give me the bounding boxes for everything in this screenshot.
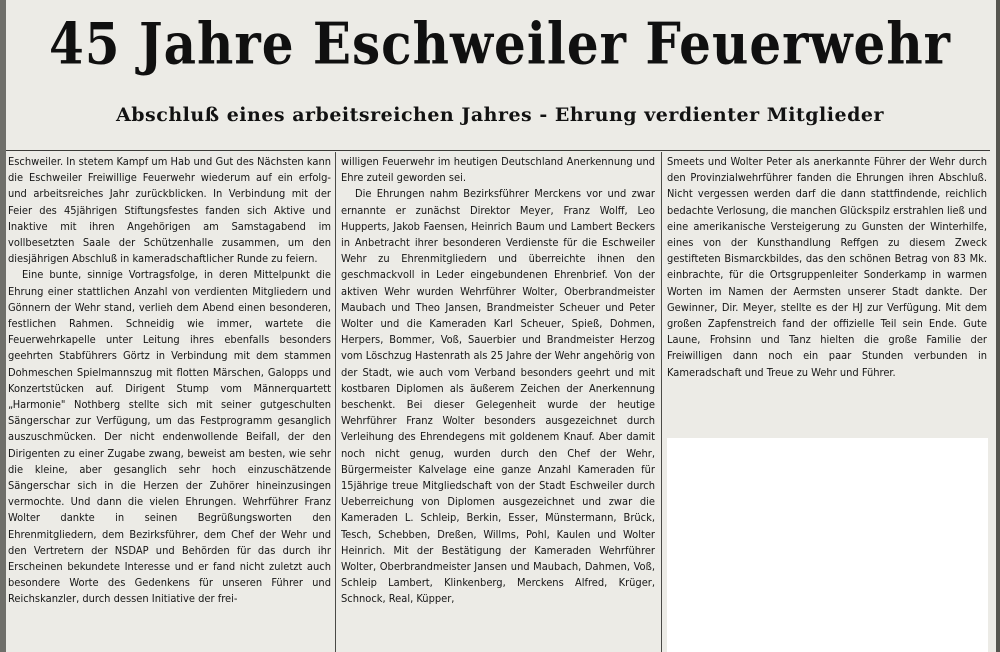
article-column-2 xyxy=(341,154,655,652)
paragraph: Eschweiler. In stetem Kampf um Hab und Gut des Nächsten kann die Eschweiler Freiwillige Feuerwehr wiederum auf ein erfolg- und arbeitsreiches Jahr zurückblicken. In Verbindung mit der Feier des 45jährigen Stiftungsfestes fanden sich Aktive und Inaktive mit ihren Angehörigen am Samstagabend im vollbesetzten Saale der Schützenhalle zusammen, um den diesjährigen Abschluß in kameradschaftlicher Runde zu feiern. xyxy=(8,155,331,266)
paragraph: Eine bunte, sinnige Vortragsfolge, in deren Mittelpunkt die Ehrung einer stattlichen Anzahl von verdienten Mitgliedern und Gönnern der Wehr stand, verlieh dem Abend einen besonderen, festlichen Rahmen. Schneidig wie immer, wartete die Feuerwehrkapelle unter Leitung ihres ebenfalls besonders geehrten Stabführers Görtz in Verbindung mit dem stammen Dohmeschen Spielmannszug mit flotten Märschen, Galopps und Konzertstücken auf. Dirigent Stump vom Männerquartett „Harmonie" Nothberg stellte sich mit seiner gutgeschulten Sängerschar zur Verfügung, um das Festprogramm gesanglich auszuschmücken. Der nicht endenwollende Beifall, der den Dirigenten zu einer Zugabe zwang, beweist am besten, wie sehr die kleine, aber gesanglich sehr hoch einzuschätzende Sängerschar sich in die Herzen der Zuhörer hineinzusingen vermochte. Und dann die vielen Ehrungen. Wehrführer Franz Wolter dankte in seinen Begrüßungsworten den Ehrenmitgliedern, dem Bezirksführer, dem Chef der Wehr und den Vertretern der NSDAP und Behörden für das durch ihr Erscheinen bekundete Interesse und er fand nicht zuletzt auch besondere Worte des Gedenkens für unseren Führer und Reichskanzler, durch dessen Initiative der frei- xyxy=(8,268,331,606)
article-column-1 xyxy=(8,154,331,652)
paragraph: willigen Feuerwehr im heutigen Deutschland Anerkennung und Ehre zuteil geworden sei. xyxy=(341,155,655,185)
column-divider-2 xyxy=(661,152,662,652)
subheadline: Abschluß eines arbeitsreichen Jahres - Ehrung verdienter Mitglieder xyxy=(116,104,884,126)
blank-cutout-area xyxy=(667,438,988,652)
header-divider xyxy=(6,150,990,151)
article-column-3 xyxy=(667,154,987,412)
scan-edge-right xyxy=(996,0,1000,652)
scan-edge-left xyxy=(0,0,6,652)
headline: 45 Jahre Eschweiler Feuerwehr xyxy=(48,9,952,78)
paragraph: Smeets und Wolter Peter als anerkannte Führer der Wehr durch den Provinzialwehrführer fanden die Ehrungen ihren Abschluß. Nicht vergessen werden darf die dann stattfindende, reichlich bedachte Verlosung, die manchen Glückspilz erstrahlen ließ und eine amerikanische Versteigerung zu Gunsten der Winterhilfe, eines von der Kunsthandlung Reffgen zu diesem Zweck gestifteten Bismarckbildes, das den schönen Betrag von 83 Mk. einbrachte, für die Ortsgruppenleiter Sonderkamp in warmen Worten im Namen der Aermsten unserer Stadt dankte. Der Gewinner, Dir. Meyer, stellte es der HJ zur Verfügung. Mit dem großen Zapfenstreich fand der offizielle Teil sein Ende. Gute Laune, Frohsinn und Tanz hielten die große Familie der Freiwilligen dann noch ein paar Stunden verbunden in Kameradschaft und Treue zu Wehr und Führer. xyxy=(667,155,987,379)
paragraph: Die Ehrungen nahm Bezirksführer Merckens vor und zwar ernannte er zunächst Direktor Meyer, Franz Wolff, Leo Hupperts, Jakob Faensen, Heinrich Baum und Lambert Beckers in Anbetracht ihrer besonderen Verdienste für die Eschweiler Wehr zu Ehrenmitgliedern und überreichte ihnen den geschmackvoll in Leder eingebundenen Ehrenbrief. Von der aktiven Wehr wurden Wehrführer Wolter, Oberbrandmeister Maubach und Theo Jansen, Brandmeister Scheuer und Peter Wolter und die Kameraden Karl Scheuer, Spieß, Dohmen, Herpers, Bommer, Voß, Sauerbier und Brandmeister Herzog vom Löschzug Hastenrath als 25 Jahre der Wehr angehörig von der Stadt, wie auch vom Verband besonders geehrt und mit kostbaren Diplomen als äußerem Zeichen der Anerkennung beschenkt. Bei dieser Gelegenheit wurde der heutige Wehrführer Franz Wolter besonders ausgezeichnet durch Verleihung des Ehrendegens mit goldenem Knauf. Aber damit noch nicht genug, wurden durch den Chef der Wehr, Bürgermeister Kalvelage eine ganze Anzahl Kameraden für 15jährige treue Mitgliedschaft von der Stadt Eschweiler durch Ueberreichung von Diplomen ausgezeichnet und zwar die Kameraden L. Schleip, Berkin, Esser, Münstermann, Brück, Tesch, Schebben, Dreßen, Willms, Pohl, Kaulen und Wolter Heinrich. Mit der Bestätigung der Kameraden Wehrführer Wolter, Oberbrandmeister Jansen und Maubach, Dahmen, Voß, Schleip Lambert, Klinkenberg, Merckens Alfred, Krüger, Schnock, Real, Küpper, xyxy=(341,187,655,606)
column-divider-1 xyxy=(335,152,336,652)
